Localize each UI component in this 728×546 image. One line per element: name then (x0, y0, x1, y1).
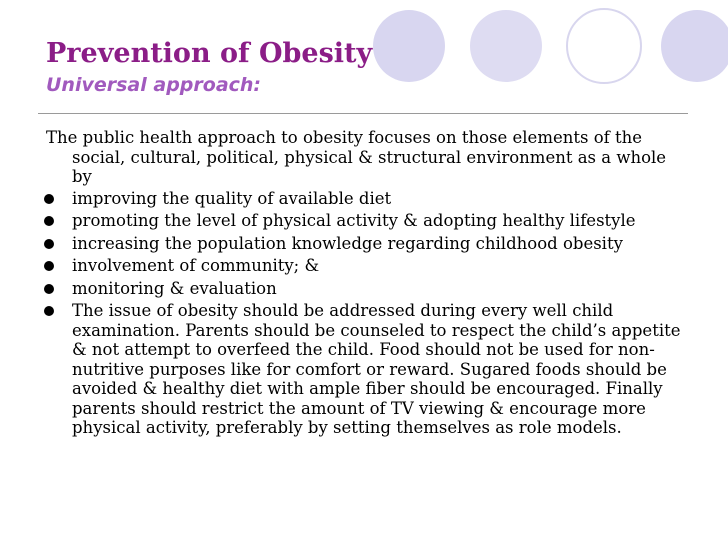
bullet-list (46, 189, 682, 438)
decorative-circles (0, 0, 728, 140)
circle-3 (567, 9, 641, 83)
list-item (46, 234, 682, 254)
bullet-icon (44, 239, 54, 249)
list-item-text: improving the quality of available diet (72, 188, 392, 208)
list-item (46, 189, 682, 209)
list-item-text: The issue of obesity should be addressed during every well child examination. Parents should be counseled to respect the child’s appetite & not attempt to overfeed the child. Food should not be used for non-nutritive purposes like for comfort or reward. Sugared foods should be avoided & healthy diet with ample fiber should be encouraged. Finally parents should restrict the amount of TV viewing & encourage more physical activity, preferably by setting themselves as role models. (72, 301, 681, 437)
bullet-icon (44, 194, 54, 204)
circle-1 (373, 10, 445, 82)
list-item (46, 256, 682, 276)
title-divider (38, 113, 688, 114)
slide-subtitle: Universal approach: (46, 74, 262, 96)
circle-2 (470, 10, 542, 82)
slide-body (46, 128, 682, 441)
intro-paragraph: The public health approach to obesity focuses on those elements of the social, cultural, political, physical & structural environment as a whole by (46, 128, 667, 186)
slide-title: Prevention of Obesity (46, 38, 373, 69)
bullet-icon (44, 306, 54, 316)
bullet-icon (44, 284, 54, 294)
list-item (46, 301, 682, 438)
list-item (46, 279, 682, 299)
list-item-text: increasing the population knowledge regarding childhood obesity (72, 233, 623, 253)
bullet-icon (44, 261, 54, 271)
bullet-icon (44, 216, 54, 226)
list-item-text: monitoring & evaluation (72, 278, 277, 298)
list-item-text: promoting the level of physical activity & adopting healthy lifestyle (72, 211, 636, 230)
circle-4 (661, 10, 728, 82)
list-item (46, 211, 682, 231)
list-item-text: involvement of community; & (72, 256, 320, 275)
